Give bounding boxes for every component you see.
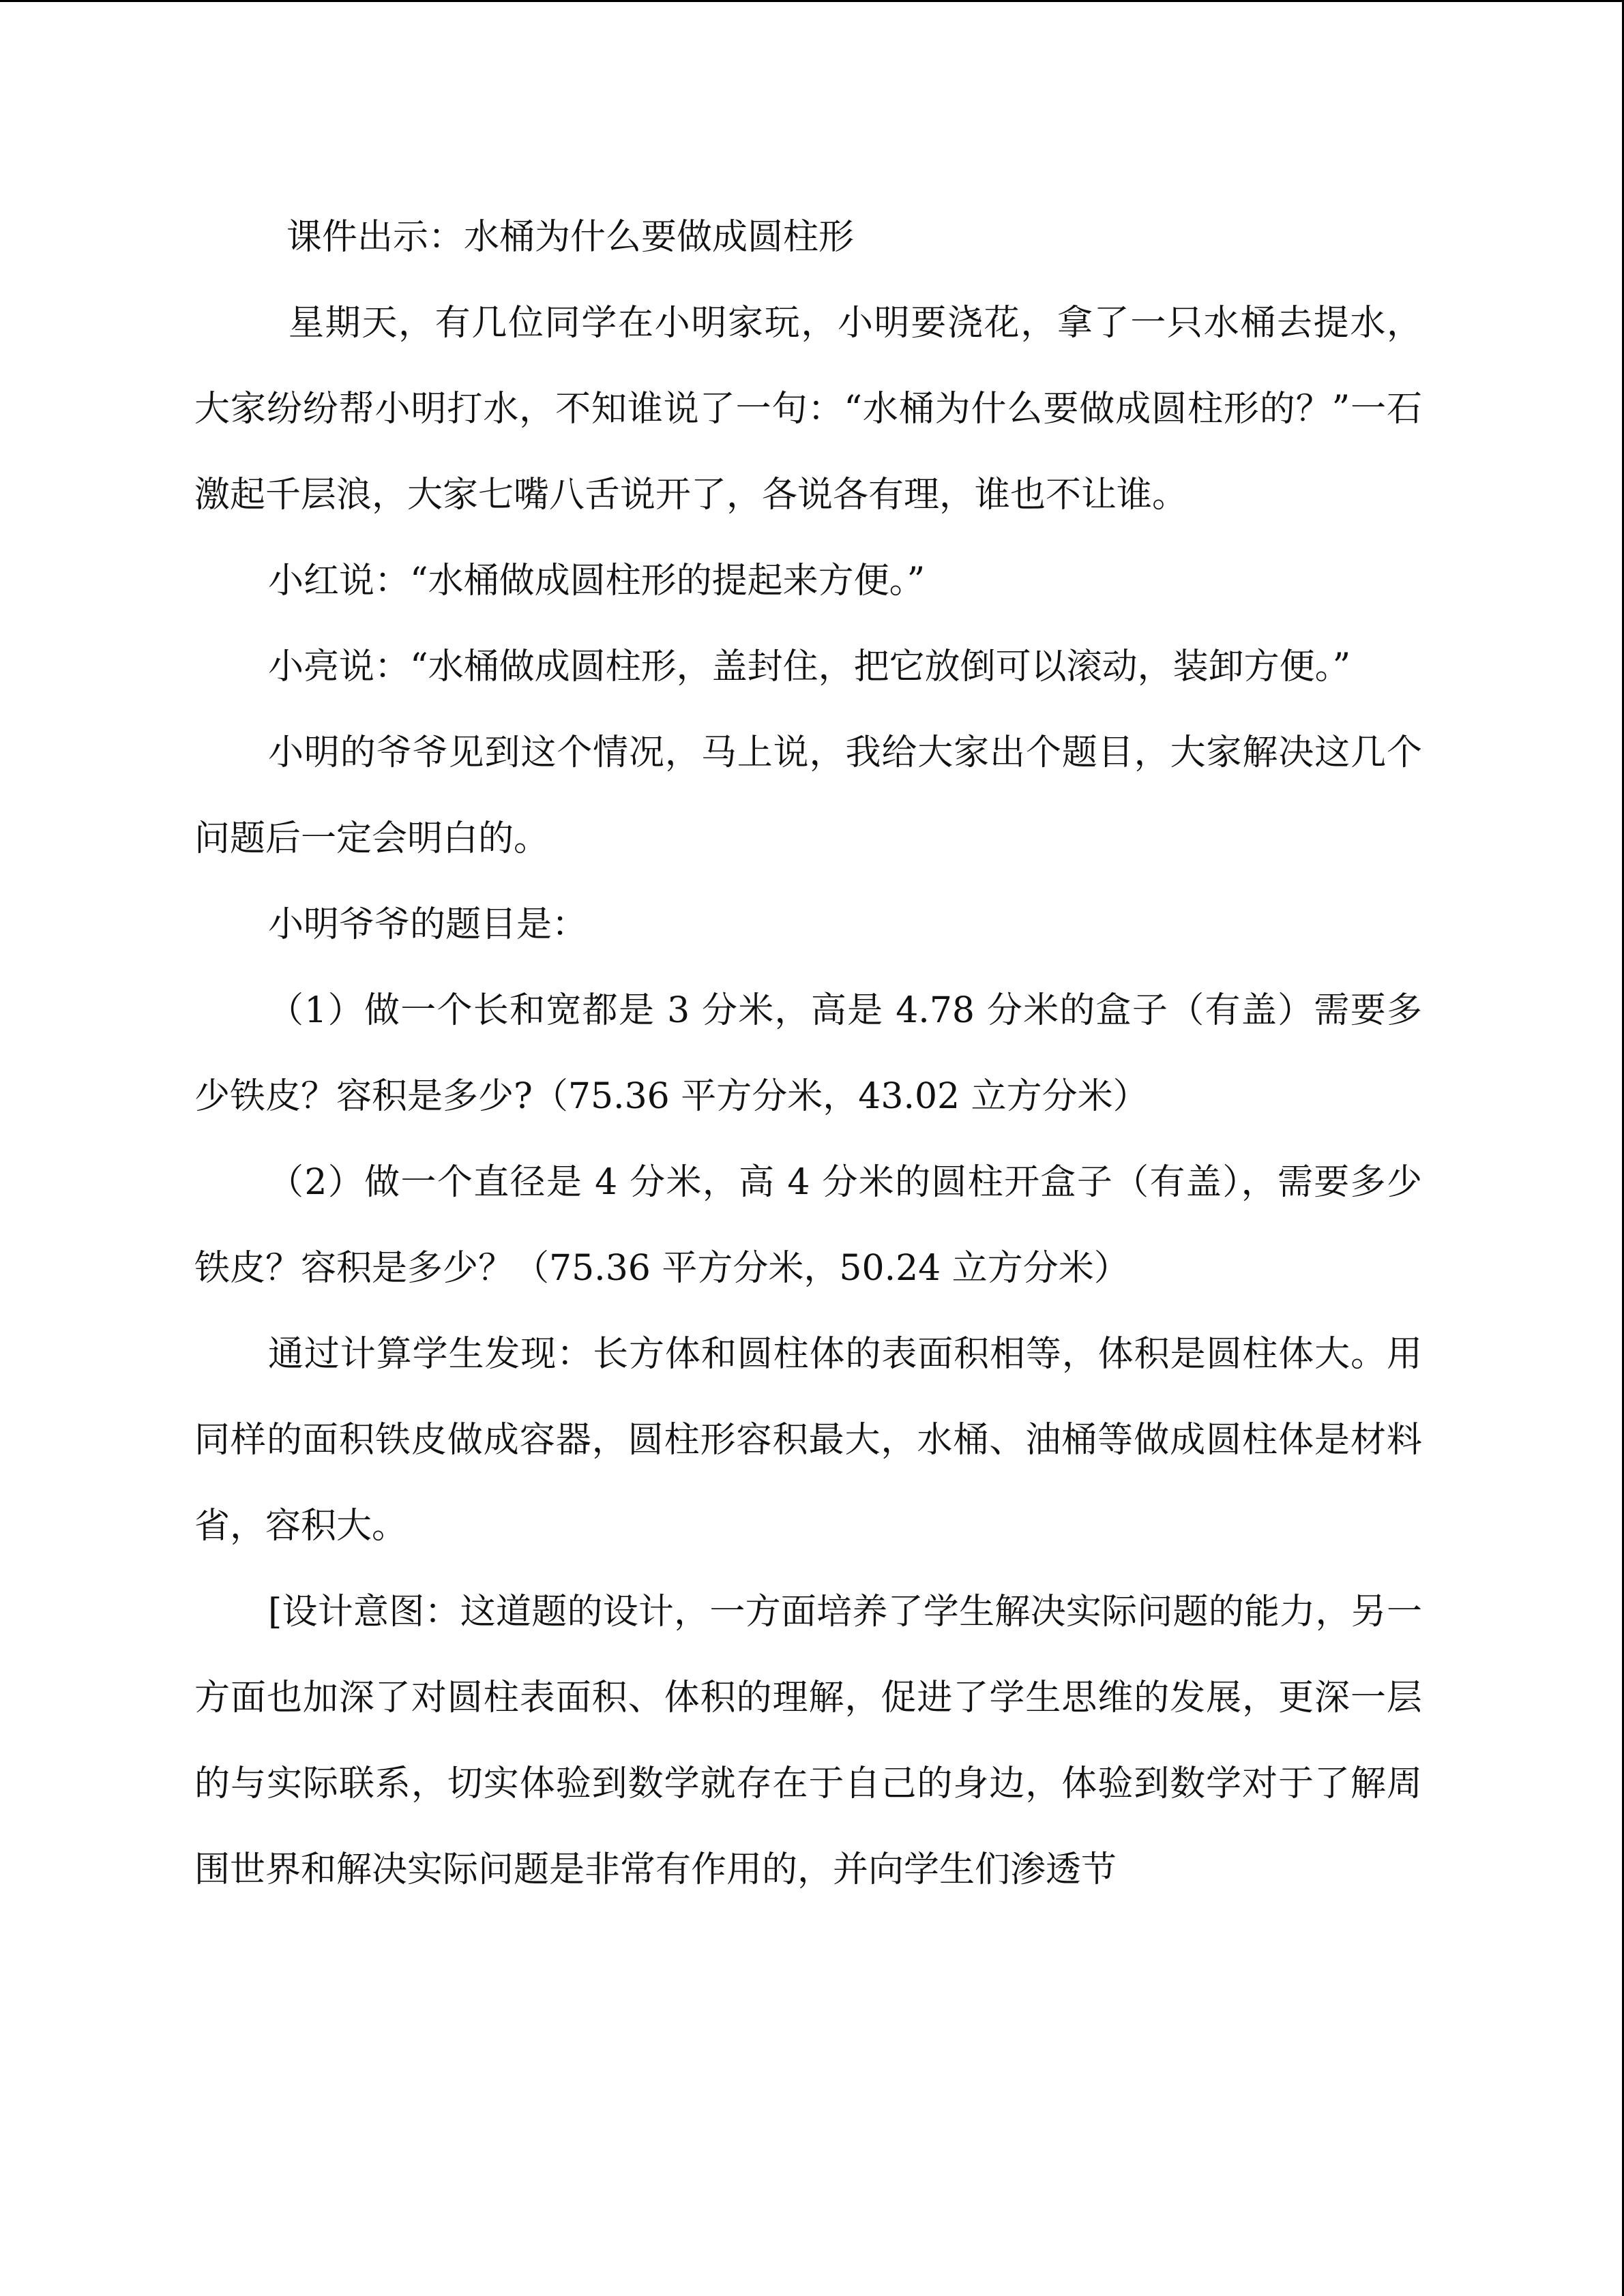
paragraph-question-2: （2）做一个直径是 4 分米，高 4 分米的圆柱开盒子（有盖），需要多少铁皮？容积是多少？（75.36 平方分米，50.24 立方分米） [194,1162,1422,1289]
paragraph-sunday-story: 星期天，有几位同学在小明家玩，小明要浇花，拿了一只水桶去提水，大家纷纷帮小明打水，不知谁说了一句：“水桶为什么要做成圆柱形的？”一石激起千层浪，大家七嘴八舌说开了，各说各有理，谁也不让谁。 [194,303,1422,516]
paragraph-xiaoliang-says: 小亮说：“水桶做成圆柱形，盖封住，把它放倒可以滚动，装卸方便。” [268,646,1351,687]
paragraph-courseware-title: 课件出示：水桶为什么要做成圆柱形 [286,217,855,258]
paragraph-student-finding: 通过计算学生发现：长方体和圆柱体的表面积相等，体积是圆柱体大。用同样的面积铁皮做成容器，圆柱形容积最大，水桶、油桶等做成圆柱体是材料省，容积大。 [194,1334,1422,1547]
paragraph-grandpa-proposal: 小明的爷爷见到这个情况，马上说，我给大家出个题目，大家解决这几个问题后一定会明白的。 [194,732,1422,859]
document-body [194,194,1422,1913]
top-border-line [0,0,1624,2]
paragraph-xiaohong-says: 小红说：“水桶做成圆柱形的提起来方便。” [268,561,926,601]
paragraph-design-intent: [设计意图：这道题的设计，一方面培养了学生解决实际问题的能力，另一方面也加深了对圆柱表面积、体积的理解，促进了学生思维的发展，更深一层的与实际联系，切实体验到数学就存在于自己的身边，体验到数学对于了解周围世界和解决实际问题是非常有作用的，并向学生们渗透节 [194,1592,1422,1890]
paragraph-grandpa-questions-intro: 小明爷爷的题目是： [268,904,588,945]
paragraph-question-1: （1）做一个长和宽都是 3 分米，高是 4.78 分米的盒子（有盖）需要多少铁皮？容积是多少?（75.36 平方分米，43.02 立方分米） [194,990,1422,1117]
